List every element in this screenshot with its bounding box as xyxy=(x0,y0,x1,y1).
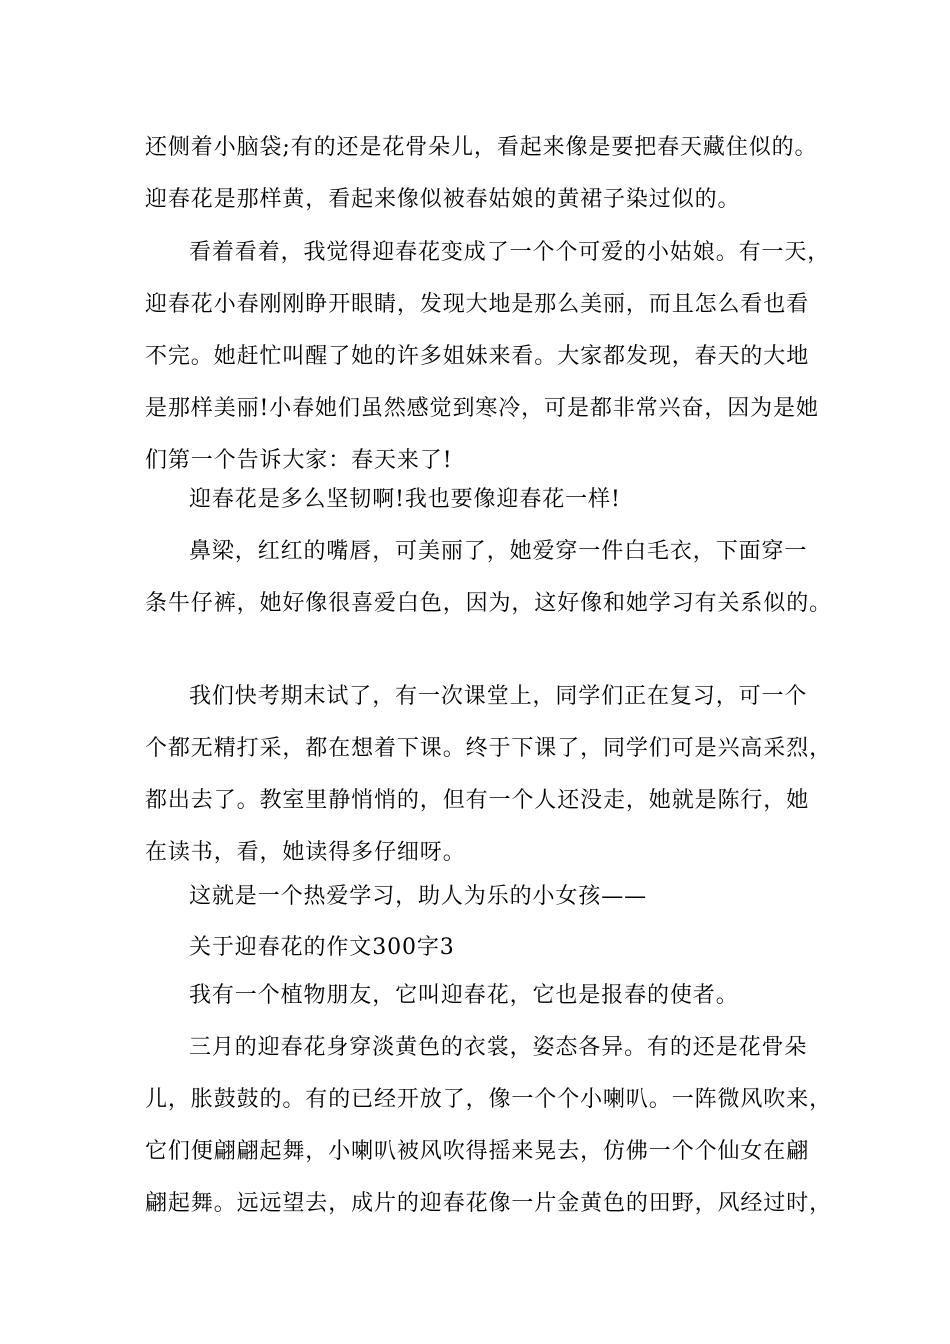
text-line: 三月的迎春花身穿淡黄色的衣裳，姿态各异。有的还是花骨朵 xyxy=(189,1035,808,1060)
paragraph-3 xyxy=(145,474,835,526)
text-line: 迎春花是那样黄，看起来像似被春姑娘的黄裙子染过似的。 xyxy=(145,187,741,212)
text-line: 看着看着，我觉得迎春花变成了一个个可爱的小姑娘。有一天， xyxy=(189,240,831,265)
text-line: 是那样美丽!小春她们虽然感觉到寒冷，可是都非常兴奋，因为是她 xyxy=(145,396,819,421)
text-line: 迎春花是多么坚韧啊!我也要像迎春花一样! xyxy=(189,487,621,512)
paragraph-8 xyxy=(145,970,835,1022)
text-line: 都出去了。教室里静悄悄的，但有一个人还没走，她就是陈行，她 xyxy=(145,788,810,813)
text-line: 翩起舞。远远望去，成片的迎春花像一片金黄色的田野，风经过时， xyxy=(145,1191,833,1216)
text-line: 儿，胀鼓鼓的。有的已经开放了，像一个个小喇叭。一阵微风吹来， xyxy=(145,1087,833,1112)
paragraph-6 xyxy=(145,871,835,923)
paragraph-9 xyxy=(145,1022,835,1230)
text-line: 个都无精打采，都在想着下课。终于下课了，同学们可是兴高采烈， xyxy=(145,736,833,761)
paragraph-4 xyxy=(145,526,835,630)
text-line: 条牛仔裤，她好像很喜爱白色，因为，这好像和她学习有关系似的。 xyxy=(145,591,833,616)
text-line: 这就是一个热爱学习，助人为乐的小女孩—— xyxy=(189,884,648,909)
text-line: 我有一个植物朋友，它叫迎春花，它也是报春的使者。 xyxy=(189,983,739,1008)
heading-text: 关于迎春花的作文300字3 xyxy=(189,935,455,960)
text-line: 不完。她赶忙叫醒了她的许多姐妹来看。大家都发现，春天的大地 xyxy=(145,344,810,369)
text-line: 还侧着小脑袋;有的还是花骨朵儿，看起来像是要把春天藏住似的。 xyxy=(145,135,818,160)
text-line: 它们便翩翩起舞，小喇叭被风吹得摇来晃去，仿佛一个个仙女在翩 xyxy=(145,1139,810,1164)
paragraph-5 xyxy=(145,671,835,879)
text-line: 在读书，看，她读得多仔细呀。 xyxy=(145,840,466,865)
text-line: 鼻梁，红红的嘴唇，可美丽了，她爱穿一件白毛衣，下面穿一 xyxy=(189,539,808,564)
text-line: 我们快考期末试了，有一次课堂上，同学们正在复习，可一个 xyxy=(189,684,808,709)
text-line: 迎春花小春刚刚睁开眼睛，发现大地是那么美丽，而且怎么看也看 xyxy=(145,292,810,317)
paragraph-1 xyxy=(145,122,835,226)
section-heading xyxy=(145,922,835,974)
paragraph-2 xyxy=(145,227,835,487)
text-line: 们第一个告诉大家：春天来了! xyxy=(145,448,453,473)
